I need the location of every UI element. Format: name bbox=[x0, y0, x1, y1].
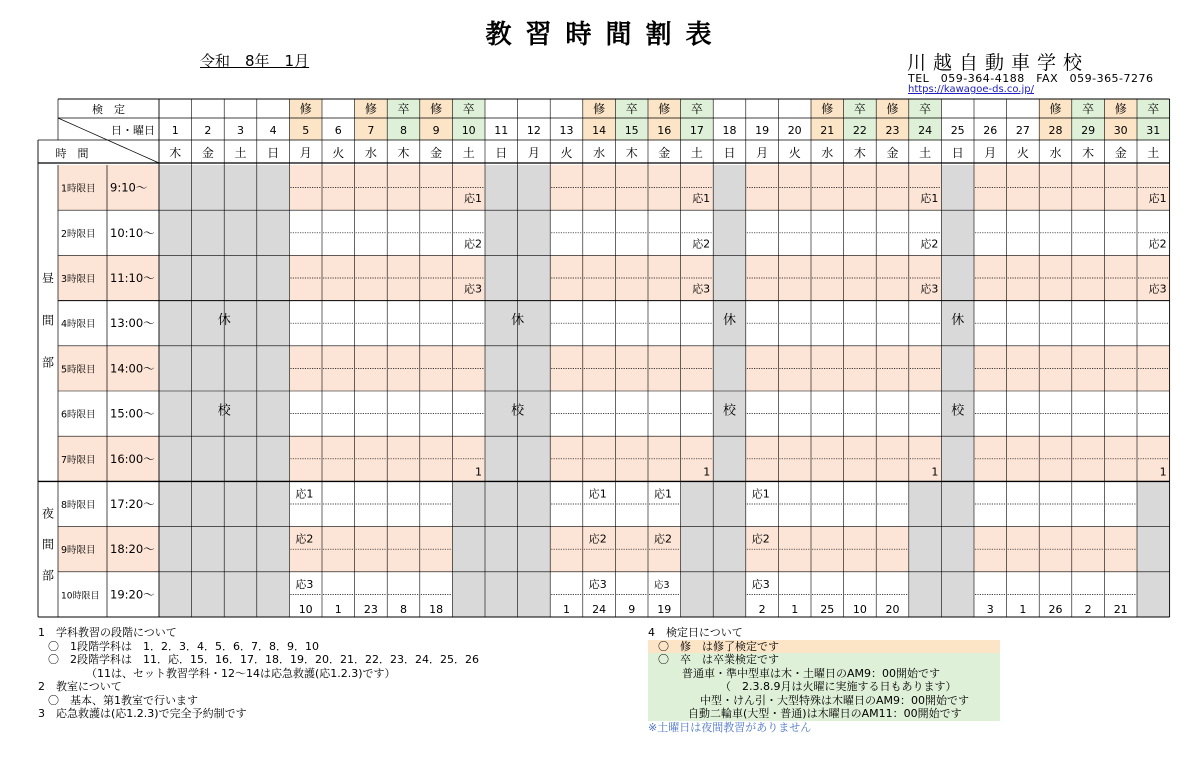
cell-mark: 応3 bbox=[295, 577, 314, 591]
note-footnote: ※土曜日は夜間教習がありません bbox=[648, 720, 812, 734]
weekday-label: 火 bbox=[332, 146, 345, 160]
period-name: 3時限目 bbox=[61, 274, 96, 285]
cell-mark: 応2 bbox=[692, 237, 711, 251]
cell-mark: 応3 bbox=[654, 579, 670, 591]
period-name: 10時限目 bbox=[61, 591, 100, 602]
date-number: 23 bbox=[885, 124, 900, 137]
cell-mark: 応1 bbox=[692, 192, 711, 206]
holiday-label-ko: 校 bbox=[217, 403, 231, 419]
weekday-label: 日 bbox=[723, 146, 736, 160]
cell-mark: 応1 bbox=[295, 487, 314, 501]
period-name: 8時限目 bbox=[61, 500, 96, 511]
bottom-count: 25 bbox=[820, 603, 835, 616]
kentei-mark: 卒 bbox=[625, 102, 638, 116]
kentei-mark: 卒 bbox=[397, 102, 410, 116]
period-time: 19:20～ bbox=[110, 587, 155, 602]
cell-mark: 応2 bbox=[920, 237, 939, 251]
bottom-count: 24 bbox=[592, 603, 607, 616]
page-title: 教習時間割表 bbox=[485, 20, 726, 50]
kentei-mark: 卒 bbox=[462, 102, 475, 116]
date-number: 6 bbox=[334, 124, 342, 137]
kentei-mark: 修 bbox=[593, 102, 606, 116]
kentei-mark: 卒 bbox=[919, 102, 932, 116]
date-number: 12 bbox=[526, 124, 541, 137]
bottom-count: 19 bbox=[657, 603, 672, 616]
kentei-mark: 修 bbox=[658, 102, 671, 116]
period-time: 14:00～ bbox=[110, 361, 155, 376]
holiday-label-ko: 校 bbox=[511, 403, 525, 419]
holiday-label-kyu: 休 bbox=[511, 313, 525, 329]
kentei-mark: 修 bbox=[299, 102, 312, 116]
kentei-mark: 修 bbox=[1114, 102, 1127, 116]
cell-mark: 応1 bbox=[920, 192, 939, 206]
period-time: 10:10～ bbox=[110, 225, 155, 240]
weekday-label: 月 bbox=[756, 146, 769, 160]
holiday-label-kyu: 休 bbox=[722, 313, 737, 329]
school-name: 川越自動車学校 bbox=[907, 52, 1090, 74]
date-number: 14 bbox=[592, 124, 607, 137]
kentei-mark: 卒 bbox=[1082, 102, 1095, 116]
weekday-label: 金 bbox=[1114, 146, 1127, 160]
bottom-count: 18 bbox=[429, 603, 444, 616]
bottom-count: 9 bbox=[628, 603, 636, 616]
cell-mark: 応3 bbox=[1148, 282, 1167, 296]
date-number: 29 bbox=[1081, 124, 1096, 137]
cell-mark: 応3 bbox=[464, 282, 482, 296]
bottom-count: 1 bbox=[334, 603, 342, 616]
period-time: 15:00～ bbox=[110, 406, 155, 421]
date-number: 16 bbox=[657, 124, 672, 137]
note-line: 1 学科教習の段階について bbox=[38, 626, 177, 639]
date-number: 9 bbox=[432, 124, 440, 137]
date-number: 2 bbox=[204, 124, 212, 137]
date-number: 28 bbox=[1048, 124, 1063, 137]
date-number: 1 bbox=[171, 124, 179, 137]
weekday-label: 日 bbox=[267, 146, 280, 160]
period-time: 11:10～ bbox=[110, 271, 155, 285]
cell-mark: 応2 bbox=[751, 532, 770, 546]
note-detail: （ 2.3.8.9月は火曜に実施する日もあります） bbox=[648, 680, 1000, 694]
kentei-mark: 修 bbox=[886, 102, 899, 116]
weekday-label: 水 bbox=[593, 146, 606, 160]
bottom-count: 26 bbox=[1048, 603, 1063, 616]
notes-left bbox=[38, 626, 479, 721]
weekday-label: 木 bbox=[169, 146, 182, 160]
cell-mark: 応1 bbox=[1148, 192, 1167, 206]
bottom-count: 1 bbox=[791, 603, 799, 616]
cell-mark: 1 bbox=[931, 465, 939, 479]
cell-mark: 応2 bbox=[654, 532, 672, 546]
weekday-label: 水 bbox=[821, 146, 834, 160]
period-time: 9:10～ bbox=[110, 180, 148, 195]
weekday-label: 日 bbox=[951, 146, 964, 160]
period-time: 18:20～ bbox=[110, 542, 155, 557]
period-name: 4時限目 bbox=[61, 319, 96, 331]
note-line: 〇 基本、第1教室で行います bbox=[48, 693, 198, 707]
note-line: 〇 1段階学科は 1．2．3．4．5．6．7．8．9．10 bbox=[48, 639, 319, 653]
date-number: 11 bbox=[494, 124, 509, 137]
weekday-label: 月 bbox=[984, 146, 997, 160]
weekday-label: 土 bbox=[462, 146, 475, 160]
weekday-label: 月 bbox=[299, 146, 312, 160]
date-number: 7 bbox=[367, 124, 375, 137]
night-off-block bbox=[909, 481, 942, 617]
bottom-count: 1 bbox=[563, 603, 570, 616]
section-night-label: 部 bbox=[41, 568, 55, 583]
weekday-label: 木 bbox=[625, 146, 638, 160]
weekday-label: 火 bbox=[1016, 146, 1029, 160]
cell-mark: 応2 bbox=[588, 532, 607, 546]
section-night-label: 間 bbox=[41, 537, 55, 552]
cell-mark: 応3 bbox=[692, 282, 711, 296]
weekday-label: 金 bbox=[886, 146, 899, 160]
bottom-count: 20 bbox=[885, 603, 900, 616]
period-name: 5時限目 bbox=[61, 364, 96, 376]
kentei-mark: 修 bbox=[364, 102, 377, 116]
note-line: 2 教室について bbox=[38, 680, 122, 693]
period-name: 2時限目 bbox=[61, 228, 96, 240]
weekday-label: 金 bbox=[658, 146, 671, 160]
holiday-label-ko: 校 bbox=[951, 403, 965, 419]
date-number: 31 bbox=[1146, 124, 1161, 137]
night-off-block bbox=[1137, 481, 1170, 617]
kentei-mark: 修 bbox=[430, 102, 443, 116]
contact-info: TEL 059-364-4188 FAX 059-365-7276 bbox=[908, 72, 1154, 85]
cell-mark: 応1 bbox=[654, 487, 672, 501]
period-time: 13:00～ bbox=[110, 316, 155, 331]
jikan-header: 時 間 bbox=[55, 147, 89, 160]
date-number: 19 bbox=[755, 124, 770, 137]
weekday-label: 金 bbox=[430, 146, 443, 160]
kentei-mark: 修 bbox=[1049, 102, 1062, 116]
note-detail: 中型・けん引・大型特殊は木曜日のAM9：00開始です bbox=[648, 694, 1000, 708]
weekday-label: 木 bbox=[397, 146, 410, 160]
school-url-link[interactable]: https://kawagoe-ds.co.jp/ bbox=[908, 84, 1034, 95]
weekday-label: 水 bbox=[1049, 146, 1062, 160]
period-time: 17:20～ bbox=[110, 497, 155, 511]
cell-mark: 応1 bbox=[588, 487, 607, 501]
bottom-count: 10 bbox=[852, 603, 867, 616]
weekday-label: 火 bbox=[560, 146, 573, 160]
note-detail: 自動二輪車(大型・普通)は木曜日のAM11：00開始です bbox=[648, 707, 1000, 721]
period-name: 9時限目 bbox=[61, 545, 96, 557]
bottom-count: 21 bbox=[1113, 603, 1128, 616]
weekday-label: 日 bbox=[495, 146, 508, 160]
note-shu: 〇 修 は修了検定です bbox=[648, 640, 1000, 654]
kentei-mark: 卒 bbox=[690, 102, 703, 116]
weekday-label: 木 bbox=[853, 146, 866, 160]
date-number: 4 bbox=[269, 124, 277, 137]
cell-mark: 応2 bbox=[1148, 237, 1167, 251]
weekday-label: 土 bbox=[1147, 146, 1160, 160]
cell-mark: 1 bbox=[703, 465, 711, 479]
cell-mark: 応3 bbox=[920, 282, 939, 296]
holiday-label-ko: 校 bbox=[722, 403, 737, 419]
period-time: 16:00～ bbox=[110, 451, 155, 466]
notes-right bbox=[648, 626, 1000, 734]
night-off-block bbox=[681, 481, 714, 617]
cell-mark: 応3 bbox=[751, 577, 770, 591]
date-number: 10 bbox=[461, 124, 476, 137]
cell-mark: 応2 bbox=[464, 237, 482, 251]
holiday-label-kyu: 休 bbox=[217, 313, 231, 329]
weekday-label: 火 bbox=[788, 146, 801, 160]
kentei-mark: 卒 bbox=[1147, 102, 1160, 116]
weekday-label: 木 bbox=[1082, 146, 1095, 160]
date-number: 5 bbox=[302, 124, 310, 137]
note-line: （11は、セット教習学科・12～14は応急救護(応1.2.3)です） bbox=[86, 666, 396, 680]
kentei-mark: 卒 bbox=[853, 102, 866, 116]
cell-mark: 応2 bbox=[295, 532, 314, 546]
weekday-label: 金 bbox=[201, 146, 214, 160]
section-night-label: 夜 bbox=[41, 506, 55, 521]
section-day-label: 間 bbox=[41, 313, 55, 328]
date-number: 22 bbox=[852, 124, 867, 137]
bottom-count: 23 bbox=[363, 603, 378, 616]
section-day-label: 部 bbox=[41, 355, 55, 370]
note-line: 3 応急救護は(応1.2.3)で完全予約制です bbox=[38, 707, 247, 720]
section-day-label: 昼 bbox=[41, 271, 55, 286]
date-number: 24 bbox=[918, 124, 933, 137]
bottom-count: 3 bbox=[986, 603, 994, 616]
date-number: 8 bbox=[400, 124, 407, 137]
bottom-count: 10 bbox=[298, 603, 313, 616]
period-name: 7時限目 bbox=[61, 454, 96, 466]
year-month: 令和 8年 1月 bbox=[200, 52, 310, 70]
date-number: 15 bbox=[624, 124, 639, 137]
weekday-label: 水 bbox=[364, 146, 377, 160]
date-number: 20 bbox=[787, 124, 802, 137]
period-name: 1時限目 bbox=[61, 183, 96, 195]
cell-mark: 応3 bbox=[588, 577, 607, 591]
date-number: 27 bbox=[1015, 124, 1030, 137]
note-heading: 4 検定日について bbox=[648, 626, 743, 639]
note-detail: 普通車・準中型車は木・土曜日のAM9：00開始です bbox=[648, 667, 1000, 681]
holiday-label-kyu: 休 bbox=[951, 313, 965, 329]
date-number: 17 bbox=[689, 124, 704, 137]
weekday-label: 土 bbox=[234, 146, 247, 160]
date-weekday-header: 日・曜日 bbox=[111, 124, 155, 137]
cell-mark: 応1 bbox=[464, 192, 482, 206]
kentei-header: 検 定 bbox=[92, 103, 125, 116]
bottom-count: 1 bbox=[1019, 603, 1027, 616]
weekday-label: 土 bbox=[690, 146, 703, 160]
date-number: 30 bbox=[1113, 124, 1128, 137]
date-number: 3 bbox=[237, 124, 244, 137]
weekday-label: 月 bbox=[527, 146, 540, 160]
night-off-block bbox=[452, 481, 485, 617]
period-name: 6時限目 bbox=[61, 409, 96, 421]
date-number: 25 bbox=[950, 124, 965, 137]
date-number: 21 bbox=[820, 124, 835, 137]
date-number: 18 bbox=[722, 124, 737, 137]
note-line: 〇 2段階学科は 11．応．15．16．17．18．19．20．21．22．23．24．25．26 bbox=[48, 653, 479, 666]
bottom-count: 2 bbox=[1084, 603, 1092, 616]
kentei-mark: 修 bbox=[821, 102, 834, 116]
bottom-count: 2 bbox=[758, 603, 766, 616]
cell-mark: 1 bbox=[475, 465, 482, 479]
date-number: 26 bbox=[983, 124, 998, 137]
date-number: 13 bbox=[559, 124, 574, 137]
note-sotsu: 〇 卒 は卒業検定です bbox=[648, 653, 1000, 667]
cell-mark: 応1 bbox=[751, 487, 770, 501]
weekday-label: 土 bbox=[919, 146, 932, 160]
bottom-count: 8 bbox=[400, 603, 407, 616]
cell-mark: 1 bbox=[1159, 465, 1167, 479]
